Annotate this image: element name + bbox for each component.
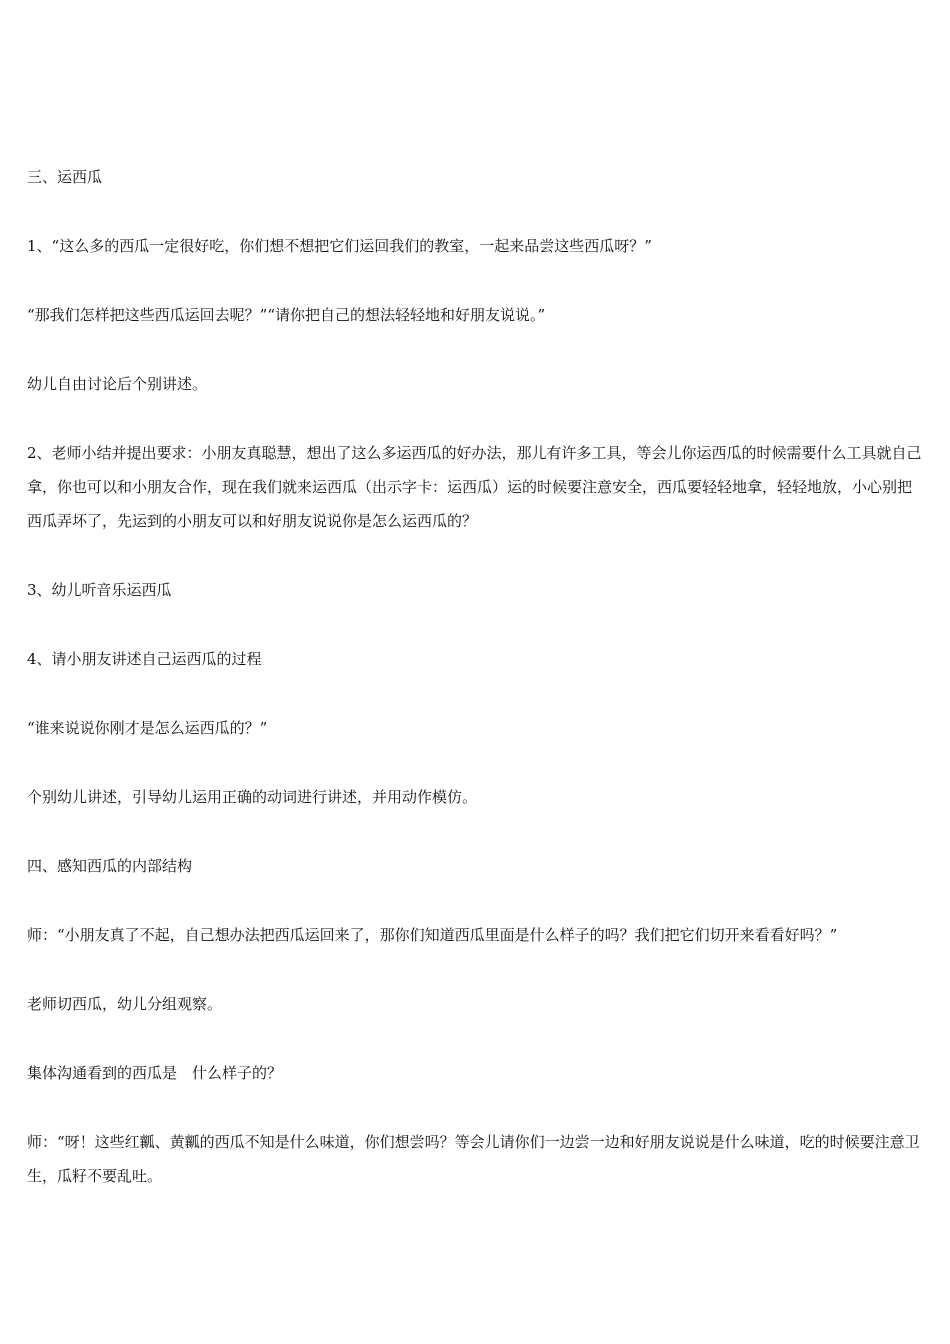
teacher-remark-cut-watermelon: 师：“小朋友真了不起，自己想办法把西瓜运回来了，那你们知道西瓜里面是什么样子的吗？我们把它们切开来看看好吗？”: [27, 926, 838, 944]
paragraph-gap: [27, 883, 923, 918]
children-discussion: 幼儿自由讨论后个别讲述。: [27, 375, 208, 393]
section-heading-transport-watermelon: 三、运西瓜: [27, 168, 103, 186]
paragraph-gap: [27, 1021, 923, 1056]
paragraph-gap: [27, 814, 923, 849]
collective-communication: 集体沟通看到的西瓜是 什么样子的？: [27, 1064, 283, 1082]
step-3-music-activity: 3、幼儿听音乐运西瓜: [27, 581, 172, 599]
teacher-question-who-will-tell: “谁来说说你刚才是怎么运西瓜的？”: [27, 719, 268, 737]
paragraph-gap: [27, 538, 923, 573]
paragraph-gap: [27, 401, 923, 436]
teacher-prompt-how-to-transport: “那我们怎样把这些西瓜运回去呢？”“请你把自己的想法轻轻地和好朋友说说。”: [27, 306, 546, 324]
paragraph-gap: [27, 952, 923, 987]
teacher-remark-taste-watermelon: 师：“呀！这些红瓤、黄瓤的西瓜不知是什么味道，你们想尝吗？等会儿请你们一边尝一边和好朋友说说是什么味道，吃的时候要注意卫生，瓜籽不要乱吐。: [27, 1133, 920, 1185]
paragraph-gap: [27, 676, 923, 711]
step-2-teacher-summary: 2、老师小结并提出要求：小朋友真聪慧，想出了这么多运西瓜的好办法，那儿有许多工具，等会儿你运西瓜的时候需要什么工具就自己拿，你也可以和小朋友合作，现在我们就来运西瓜（出示字卡：运西瓜）运的时候要注意安全，西瓜要轻轻地拿，轻轻地放，小心别把西瓜弄坏了，先运到的小朋友可以和好朋友说说你是怎么运西瓜的？: [27, 444, 922, 530]
paragraph-gap: [27, 607, 923, 642]
paragraph-gap: [27, 745, 923, 780]
individual-retelling: 个别幼儿讲述，引导幼儿运用正确的动词进行讲述，并用动作模仿。: [27, 788, 478, 806]
paragraph-gap: [27, 1090, 923, 1125]
paragraph-gap: [27, 332, 923, 367]
step-1-question: 1、“这么多的西瓜一定很好吃，你们想不想把它们运回我们的教室，一起来品尝这些西瓜呀？”: [27, 237, 652, 255]
section-heading-internal-structure: 四、感知西瓜的内部结构: [27, 857, 193, 875]
document-body: [27, 160, 923, 1193]
paragraph-gap: [27, 194, 923, 229]
group-observation: 老师切西瓜，幼儿分组观察。: [27, 995, 223, 1013]
paragraph-gap: [27, 263, 923, 298]
step-4-retell-process: 4、请小朋友讲述自己运西瓜的过程: [27, 650, 262, 668]
